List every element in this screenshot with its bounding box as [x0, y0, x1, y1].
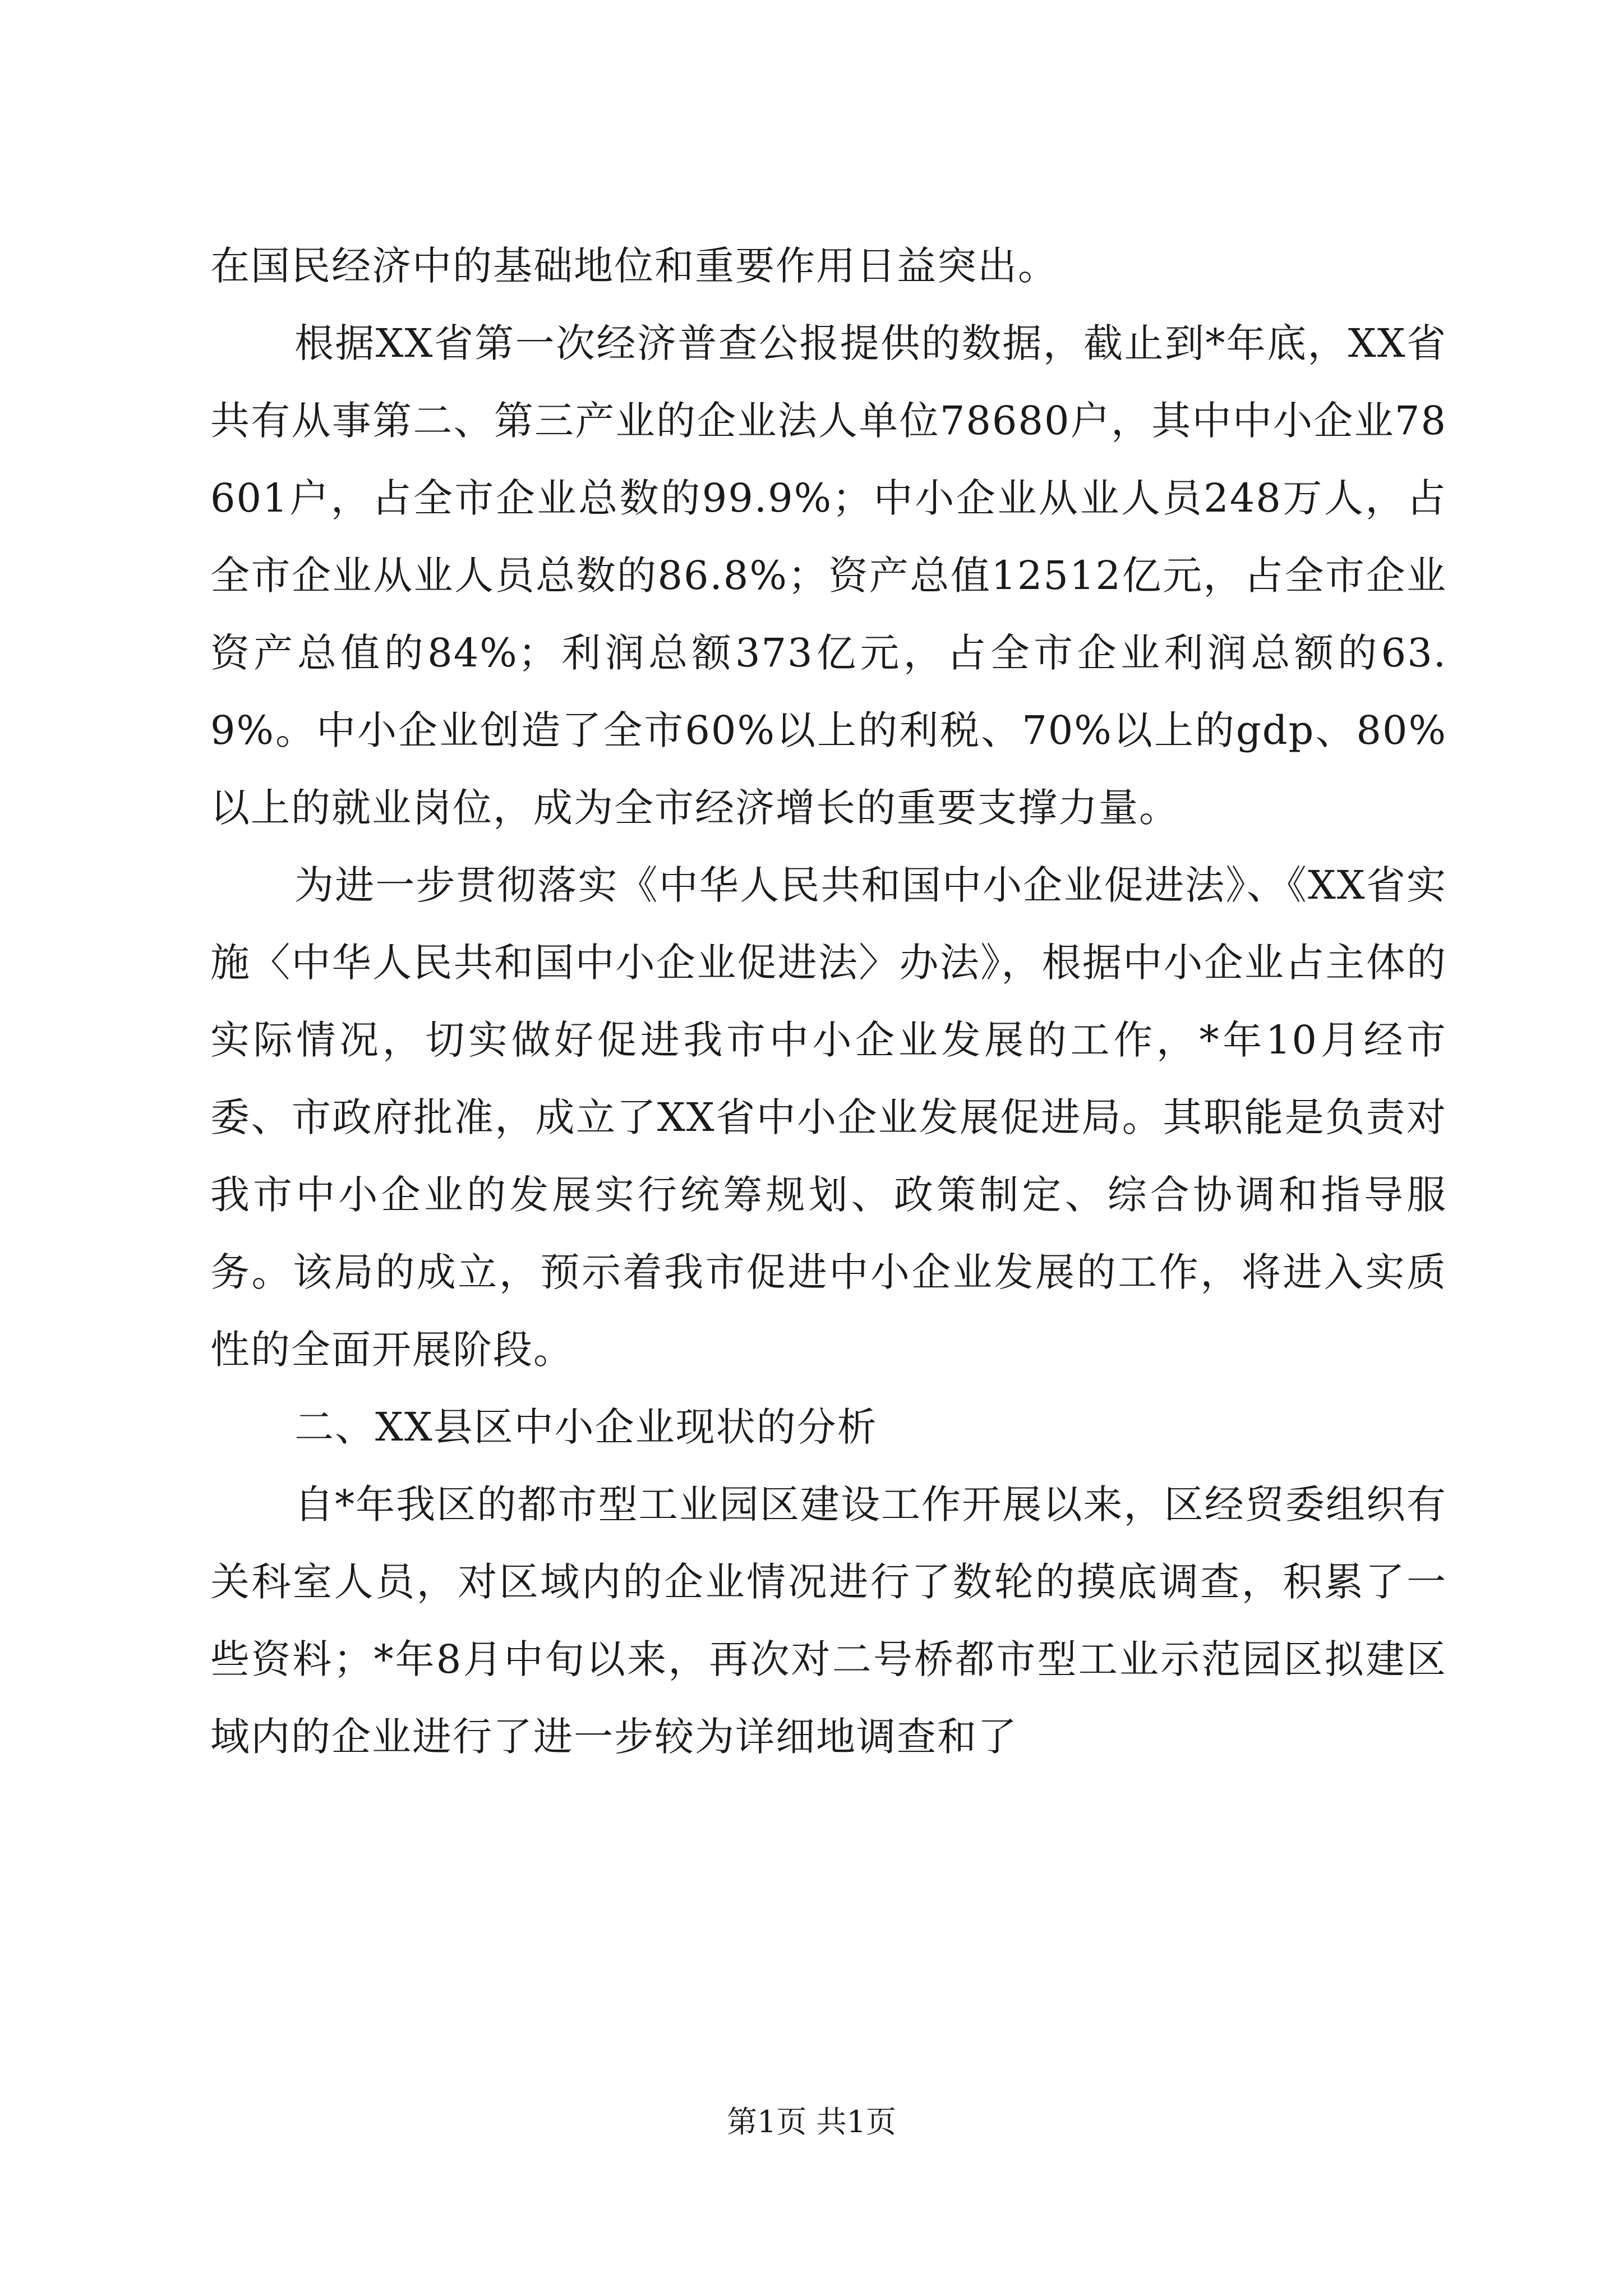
paragraph-promotion-bureau: 为进一步贯彻落实《中华人民共和国中小企业促进法》、《XX省实施〈中华人民共和国中小企业促进法〉办法》，根据中小企业占主体的实际情况，切实做好促进我市中小企业发展的工作，*年10月经市委、市政府批准，成立了XX省中小企业发展促进局。其职能是负责对我市中小企业的发展实行统筹规划、政策制定、综合协调和指导服务。该局的成立，预示着我市促进中小企业发展的工作，将进入实质性的全面开展阶段。	[210, 862, 1447, 1373]
paragraph-continuation: 在国民经济中的基础地位和重要作用日益突出。	[210, 243, 1058, 289]
paragraph-survey: 自*年我区的都市型工业园区建设工作开展以来，区经贸委组织有关科室人员，对区域内的企业情况进行了数轮的摸底调查，积累了一些资料；*年8月中旬以来，再次对二号桥都市型工业示范园区拟建区域内的企业进行了进一步较为详细地调查和了	[210, 1481, 1447, 1760]
page-footer: 第1页 共1页	[727, 2104, 896, 2139]
section-heading: 二、XX县区中小企业现状的分析	[294, 1404, 878, 1450]
document-body	[210, 227, 1447, 1775]
paragraph-statistics: 根据XX省第一次经济普查公报提供的数据，截止到*年底，XX省共有从事第二、第三产业的企业法人单位78680户，其中中小企业78601户，占全市企业总数的99.9%；中小企业从业人员248万人，占全市企业从业人员总数的86.8%；资产总值12512亿元，占全市企业资产总值的84%；利润总额373亿元，占全市企业利润总额的63.9%。中小企业创造了全市60%以上的利税、70%以上的gdp、80%以上的就业岗位，成为全市经济增长的重要支撑力量。	[210, 320, 1447, 831]
